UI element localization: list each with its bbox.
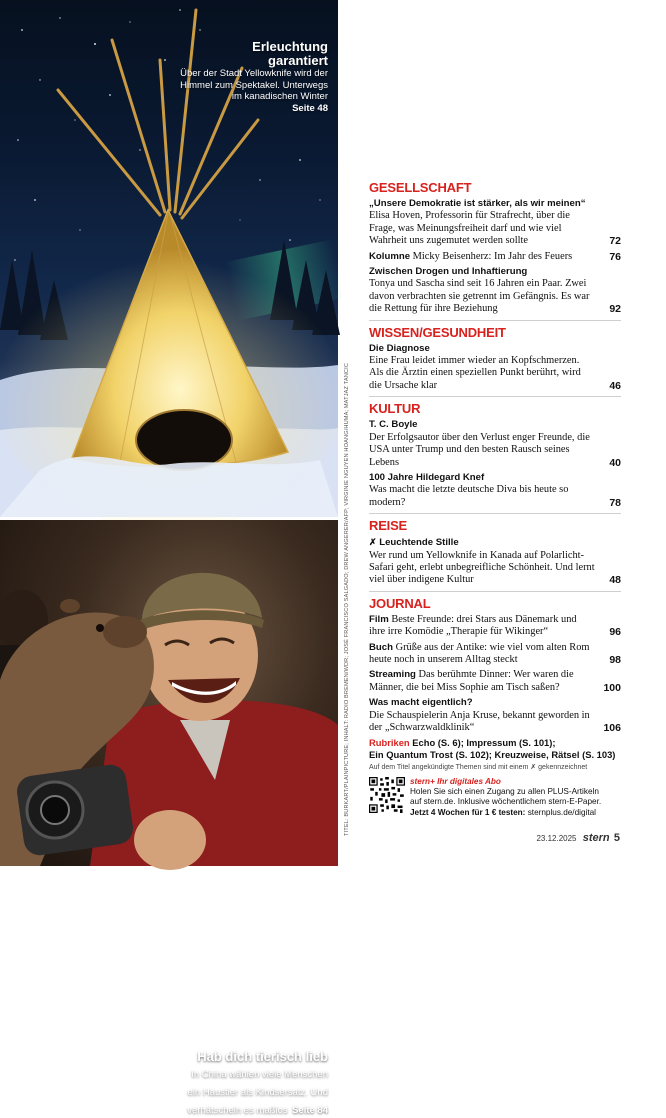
abo-url-link[interactable]: sternplus.de/digital xyxy=(527,807,596,817)
caption-text: In China wählen viele Menschen ein Haustier als Kindsersatz. Und verhätscheln es maßlos xyxy=(187,1069,328,1116)
section-journal: JOURNAL xyxy=(369,591,621,611)
capybara-selfie-photo xyxy=(0,520,338,1116)
capybara-illustration xyxy=(0,520,338,866)
page-footer xyxy=(536,832,620,844)
table-of-contents xyxy=(369,177,621,761)
caption-title-line-2: garantiert xyxy=(268,53,328,68)
abo-title: stern+ Ihr digitales Abo xyxy=(410,777,501,786)
toc-entry[interactable] xyxy=(369,266,621,316)
entry-text: Beste Freunde: drei Stars aus Dänemark und ihre irre Komödie „Therapie für Wikinger“ xyxy=(369,613,577,638)
entry-title: Zwischen Drogen und Inhaftierung xyxy=(369,266,528,278)
brand-logo: stern xyxy=(582,832,610,844)
entry-text: Was macht die letzte deutsche Diva bis heute so modern? xyxy=(369,484,569,508)
page-number: 5 xyxy=(613,832,620,844)
entry-lead: Buch xyxy=(369,641,393,653)
entry-text: Tonya und Sascha sind seit 16 Jahren ein Paar. Zwei davon verbrachten sie getrennt im Gefängnis. Es war die Rettung für ihre Beziehung xyxy=(369,278,590,315)
entry-text: Die Schauspielerin Anja Kruse, bekannt geworden in der „Schwarzwaldklinik“ xyxy=(369,709,590,733)
abo-cta: Jetzt 4 Wochen für 1 € testen: xyxy=(410,807,526,817)
entry-text: Das berühmte Dinner: Wer waren die Männer, die bei Miss Sophie am Tisch saßen? xyxy=(369,669,574,693)
entry-page: 46 xyxy=(609,379,621,392)
caption-page-link[interactable]: Seite 84 xyxy=(292,1105,328,1116)
caption-text: Über der Stadt Yellowknife wird der Himmel zum Spektakel. Unterwegs im kanadischen Winter xyxy=(180,68,328,102)
caption-title: Hab dich tierisch lieb xyxy=(197,1049,328,1064)
entry-title: „Unsere Demokratie ist stärker, als wir meinen“ xyxy=(369,198,586,209)
entry-text: Elisa Hoven, Professorin für Strafrecht, über die Frage, was Meinungsfreiheit darf und wie viel Wahrheit uns zugemutet werden sollte xyxy=(369,210,570,247)
entry-text: Wer rund um Yellowknife in Kanada auf Polarlicht-Safari geht, erlebt unbegreifliche Schönheit. Und lernt viel über indigene Kultur xyxy=(369,549,595,586)
rubriken xyxy=(369,737,621,761)
caption-title: Erleuchtung xyxy=(252,39,328,54)
cover-topic-footnote: Auf dem Titel angekündigte Themen sind mit einem ✗ gekennzeichnet xyxy=(369,764,588,771)
issue-date: 23.12.2025 xyxy=(536,834,577,843)
toc-entry[interactable] xyxy=(369,642,621,667)
capybara-caption xyxy=(178,1050,328,1118)
rubriken-line-1: Echo (S. 6); Impressum (S. 101); xyxy=(412,737,556,749)
rubriken-lead: Rubriken xyxy=(369,737,410,749)
entry-lead: Streaming xyxy=(369,669,416,681)
entry-page: 100 xyxy=(603,681,621,694)
teepee-caption xyxy=(168,40,328,114)
section-gesellschaft: GESELLSCHAFT xyxy=(369,180,472,195)
entry-page: 92 xyxy=(609,303,621,316)
entry-title: Was macht eigentlich? xyxy=(369,697,473,709)
digital-abo-box xyxy=(369,777,629,817)
toc-entry[interactable] xyxy=(369,419,621,469)
abo-text xyxy=(410,777,630,818)
toc-entry[interactable] xyxy=(369,697,621,734)
entry-page: 106 xyxy=(603,722,621,734)
toc-entry[interactable] xyxy=(369,251,621,263)
toc-entry[interactable] xyxy=(369,614,621,639)
entry-title: T. C. Boyle xyxy=(369,419,418,431)
photo-credit: TITEL: BURKART/PLAINPICTURE; INHALT: RADIO BREMEN/WDR; JOSÉ FRANCISCO SALGADO; DREW ANGERER/AFP; VIRGINIE NGUYEN HOANG/HUMA; MATJAZ TANCIC xyxy=(344,362,350,836)
section-wissen-gesundheit: WISSEN/GESUNDHEIT xyxy=(369,320,621,340)
entry-page: 96 xyxy=(609,626,621,639)
toc-entry[interactable] xyxy=(369,198,621,248)
entry-title: Leuchtende Stille xyxy=(379,537,459,549)
entry-page: 78 xyxy=(609,496,621,509)
entry-title: 100 Jahre Hildegard Knef xyxy=(369,471,485,483)
toc-entry[interactable] xyxy=(369,669,621,694)
section-kultur: KULTUR xyxy=(369,396,621,416)
entry-lead: Kolumne xyxy=(369,250,411,262)
entry-page: 40 xyxy=(609,456,621,469)
toc-entry[interactable] xyxy=(369,343,621,393)
section-reise: REISE xyxy=(369,513,621,533)
abo-text-line-1: Holen Sie sich einen Zugang zu allen PLUS-Artikeln xyxy=(410,787,599,797)
abo-text-line-2: auf stern.de. Inklusive wöchentlichem stern-E-Paper. xyxy=(410,797,602,807)
entry-page: 98 xyxy=(609,653,621,666)
rubriken-line-2: Ein Quantum Trost (S. 102); Kreuzweise, Rätsel (S. 103) xyxy=(369,749,616,761)
qr-code-icon[interactable] xyxy=(369,777,405,813)
caption-page-link[interactable]: Seite 48 xyxy=(292,102,328,114)
entry-page: 48 xyxy=(609,574,621,587)
entry-lead: Film xyxy=(369,613,389,625)
entry-text: Eine Frau leidet immer wieder an Kopfschmerzen. Als die Ärztin einen speziellen Punkt berührt, wird die Ursache klar xyxy=(369,355,581,391)
entry-title: Die Diagnose xyxy=(369,342,430,354)
cover-topic-mark-icon: ✗ xyxy=(369,537,377,548)
toc-entry[interactable] xyxy=(369,536,621,587)
entry-page: 72 xyxy=(609,235,621,248)
toc-entry[interactable] xyxy=(369,472,621,509)
entry-text: Der Erfolgsautor über den Verlust enger Freunde, die USA unter Trump und den besten Rausch seines Lebens xyxy=(369,431,590,468)
teepee-night-photo xyxy=(0,0,338,517)
entry-text: Grüße aus der Antike: wie viel vom alten Rom heute noch in unserem Alltag steckt xyxy=(369,641,590,665)
entry-page: 76 xyxy=(609,250,621,263)
entry-text: Micky Beisenherz: Im Jahr des Feuers xyxy=(412,250,573,262)
